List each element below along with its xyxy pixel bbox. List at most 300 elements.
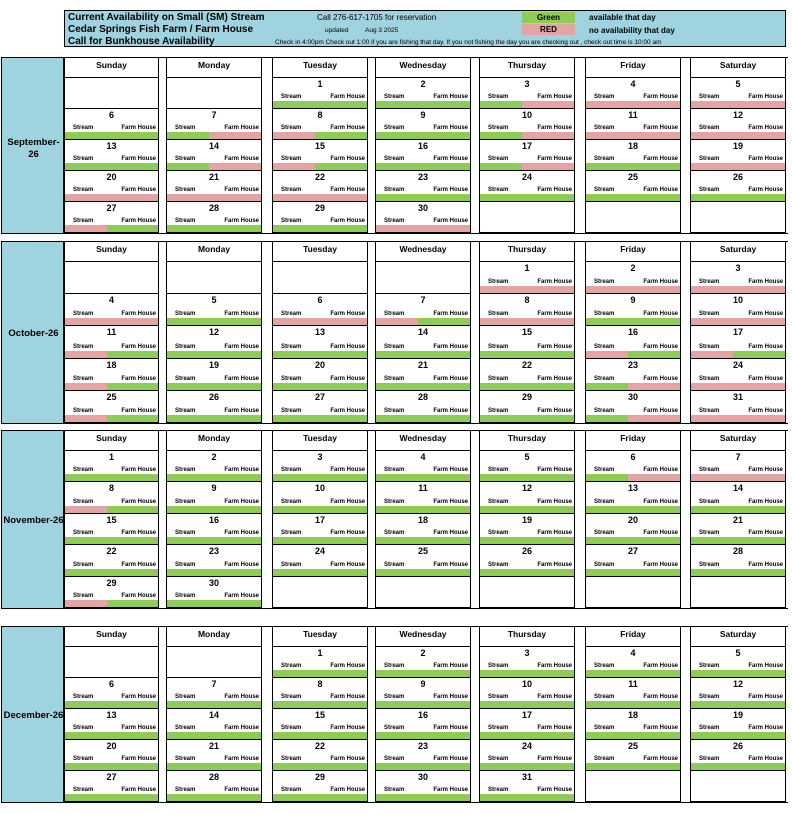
farmhouse-availability-bar — [418, 732, 470, 739]
day-cell[interactable] — [166, 171, 262, 202]
day-cell[interactable] — [690, 391, 786, 423]
day-cell[interactable] — [479, 647, 575, 678]
day-cell[interactable] — [166, 326, 262, 358]
day-number: 3 — [524, 648, 530, 658]
day-cell[interactable] — [479, 359, 575, 391]
day-cell[interactable] — [585, 514, 681, 545]
stream-availability-bar — [480, 506, 522, 513]
day-number: 30 — [417, 203, 428, 213]
day-number: 14 — [208, 710, 219, 720]
day-cell[interactable] — [166, 514, 262, 545]
farmhouse-availability-bar — [209, 701, 261, 708]
day-cell[interactable] — [585, 109, 681, 140]
farmhouse-label: Farm House — [433, 756, 468, 762]
day-cell[interactable] — [585, 451, 681, 482]
farmhouse-label: Farm House — [121, 530, 156, 537]
stream-availability-bar — [65, 474, 107, 481]
farmhouse-availability-bar — [733, 474, 785, 481]
stream-label: Stream — [699, 375, 720, 382]
stream-label: Stream — [699, 663, 720, 669]
stream-label: Stream — [384, 94, 405, 100]
stream-availability-bar — [376, 537, 418, 544]
farmhouse-label: Farm House — [433, 530, 468, 537]
day-cell[interactable] — [479, 740, 575, 771]
farmhouse-label: Farm House — [121, 467, 156, 474]
day-number: 11 — [628, 110, 638, 120]
stream-availability-bar — [480, 569, 522, 576]
day-cell[interactable] — [479, 514, 575, 545]
day-number: 4 — [108, 295, 114, 306]
day-number: 13 — [314, 327, 325, 338]
stream-availability-bar — [273, 474, 315, 481]
stream-label: Stream — [699, 156, 720, 162]
stream-availability-bar — [691, 286, 733, 293]
stream-availability-bar — [167, 132, 209, 139]
day-cell[interactable] — [272, 359, 368, 391]
day-cell[interactable] — [375, 171, 471, 202]
farmhouse-label: Farm House — [224, 407, 259, 414]
stream-label: Stream — [281, 375, 302, 382]
farmhouse-availability-bar — [522, 318, 574, 325]
farmhouse-availability-bar — [628, 194, 680, 201]
farmhouse-label: Farm House — [748, 530, 783, 537]
day-number: 28 — [208, 772, 219, 782]
day-cell[interactable] — [64, 171, 159, 202]
farmhouse-availability-bar — [733, 763, 785, 770]
day-number: 10 — [732, 295, 743, 306]
farmhouse-label: Farm House — [537, 187, 572, 193]
stream-label: Stream — [699, 694, 720, 700]
day-cell[interactable] — [690, 140, 786, 171]
legend-red-description: no availability that day — [589, 26, 675, 35]
farmhouse-availability-bar — [522, 101, 574, 108]
day-cell[interactable] — [690, 482, 786, 513]
stream-label: Stream — [175, 694, 196, 700]
day-cell[interactable] — [585, 678, 681, 709]
day-number: 26 — [732, 741, 743, 751]
month-block — [0, 241, 788, 424]
day-cell[interactable] — [166, 740, 262, 771]
day-cell[interactable] — [375, 771, 471, 802]
day-cell[interactable] — [64, 577, 159, 608]
farmhouse-label: Farm House — [643, 311, 678, 318]
day-cell[interactable] — [479, 482, 575, 513]
farmhouse-availability-bar — [628, 286, 680, 293]
day-cell[interactable] — [375, 740, 471, 771]
day-cell[interactable] — [585, 545, 681, 576]
day-cell[interactable] — [64, 709, 159, 740]
farmhouse-availability-bar — [107, 763, 158, 770]
farmhouse-availability-bar — [522, 701, 574, 708]
farmhouse-label: Farm House — [330, 787, 365, 793]
farmhouse-label: Farm House — [121, 787, 156, 793]
day-cell[interactable] — [64, 140, 159, 171]
weekday-header: Friday — [585, 431, 681, 451]
day-cell[interactable] — [272, 391, 368, 423]
day-cell[interactable] — [375, 359, 471, 391]
day-number: 6 — [108, 679, 114, 689]
day-cell[interactable] — [585, 262, 681, 294]
header-checkin-note: Check in 4:00pm Check out 1:00 if you are fishing that day. If you not fishing the day you are checking out , check out time is 10:00 am — [275, 39, 662, 46]
day-cell[interactable] — [375, 294, 471, 326]
day-cell[interactable] — [64, 326, 159, 358]
day-cell[interactable] — [64, 202, 159, 233]
empty-cell — [690, 202, 786, 233]
day-cell[interactable] — [64, 294, 159, 326]
stream-availability-bar — [167, 794, 209, 801]
stream-availability-bar — [65, 383, 107, 390]
day-cell[interactable] — [585, 391, 681, 423]
stream-label: Stream — [594, 187, 615, 193]
day-cell[interactable] — [166, 482, 262, 513]
day-number: 1 — [108, 452, 114, 462]
farmhouse-availability-bar — [209, 318, 261, 325]
stream-availability-bar — [586, 351, 628, 358]
day-cell[interactable] — [585, 647, 681, 678]
day-cell[interactable] — [64, 482, 159, 513]
day-cell[interactable] — [375, 451, 471, 482]
farmhouse-label: Farm House — [537, 125, 572, 131]
day-number: 1 — [317, 648, 323, 658]
day-number: 19 — [521, 514, 532, 525]
farmhouse-label: Farm House — [330, 498, 365, 505]
farmhouse-label: Farm House — [224, 125, 259, 131]
day-cell[interactable] — [375, 545, 471, 576]
day-number: 26 — [732, 172, 743, 182]
day-number: 11 — [106, 327, 117, 338]
stream-availability-bar — [586, 670, 628, 677]
stream-label: Stream — [488, 279, 509, 286]
day-cell[interactable] — [272, 482, 368, 513]
farmhouse-availability-bar — [315, 732, 367, 739]
stream-label: Stream — [594, 498, 615, 505]
stream-label: Stream — [594, 407, 615, 414]
farmhouse-label: Farm House — [537, 694, 572, 700]
month-side-panel — [1, 241, 64, 424]
farmhouse-label: Farm House — [537, 94, 572, 100]
farmhouse-label: Farm House — [433, 663, 468, 669]
farmhouse-label: Farm House — [643, 725, 678, 731]
day-cell[interactable] — [690, 294, 786, 326]
farmhouse-availability-bar — [315, 701, 367, 708]
weekday-header: Saturday — [690, 431, 786, 451]
day-cell[interactable] — [166, 771, 262, 802]
stream-label: Stream — [384, 187, 405, 193]
day-cell[interactable] — [375, 709, 471, 740]
day-cell[interactable] — [272, 109, 368, 140]
farmhouse-availability-bar — [315, 351, 367, 358]
day-cell[interactable] — [166, 359, 262, 391]
day-cell[interactable] — [272, 140, 368, 171]
day-cell[interactable] — [479, 545, 575, 576]
day-cell[interactable] — [64, 451, 159, 482]
stream-label: Stream — [488, 694, 509, 700]
stream-availability-bar — [691, 732, 733, 739]
stream-label: Stream — [281, 787, 302, 793]
farmhouse-availability-bar — [628, 415, 680, 422]
farmhouse-label: Farm House — [748, 94, 783, 100]
day-cell[interactable] — [375, 647, 471, 678]
farmhouse-availability-bar — [733, 132, 785, 139]
day-cell[interactable] — [375, 109, 471, 140]
stream-availability-bar — [586, 763, 628, 770]
farmhouse-availability-bar — [418, 383, 470, 390]
stream-label: Stream — [488, 498, 509, 505]
day-cell[interactable] — [690, 678, 786, 709]
farmhouse-label: Farm House — [121, 756, 156, 762]
day-number: 16 — [417, 710, 428, 720]
day-cell[interactable] — [272, 647, 368, 678]
stream-label: Stream — [281, 498, 302, 505]
weekday-header: Thursday — [479, 58, 575, 78]
farmhouse-availability-bar — [209, 194, 261, 201]
weekday-header: Sunday — [64, 58, 159, 78]
stream-availability-bar — [167, 701, 209, 708]
day-cell[interactable] — [166, 577, 262, 608]
day-number: 9 — [630, 295, 636, 306]
day-cell[interactable] — [479, 678, 575, 709]
stream-label: Stream — [384, 218, 405, 224]
stream-label: Stream — [73, 311, 94, 318]
day-cell[interactable] — [479, 78, 575, 109]
farmhouse-label: Farm House — [224, 756, 259, 762]
day-cell[interactable] — [64, 359, 159, 391]
day-cell[interactable] — [479, 140, 575, 171]
day-cell[interactable] — [166, 545, 262, 576]
farmhouse-availability-bar — [418, 537, 470, 544]
day-cell[interactable] — [166, 391, 262, 423]
farmhouse-label: Farm House — [433, 218, 468, 224]
farmhouse-availability-bar — [209, 569, 261, 576]
stream-availability-bar — [376, 318, 418, 325]
farmhouse-availability-bar — [107, 351, 158, 358]
weekday-header: Saturday — [690, 627, 786, 647]
farmhouse-availability-bar — [107, 794, 158, 801]
day-cell[interactable] — [272, 740, 368, 771]
day-cell[interactable] — [585, 482, 681, 513]
stream-availability-bar — [691, 132, 733, 139]
day-cell[interactable] — [375, 678, 471, 709]
stream-label: Stream — [281, 407, 302, 414]
stream-label: Stream — [73, 218, 94, 224]
farmhouse-availability-bar — [209, 474, 261, 481]
weekday-header: Tuesday — [272, 627, 368, 647]
day-cell[interactable] — [64, 109, 159, 140]
stream-label: Stream — [384, 311, 405, 318]
stream-label: Stream — [281, 156, 302, 162]
stream-availability-bar — [167, 415, 209, 422]
day-cell[interactable] — [690, 709, 786, 740]
farmhouse-label: Farm House — [537, 311, 572, 318]
day-cell[interactable] — [585, 140, 681, 171]
day-cell[interactable] — [479, 326, 575, 358]
day-cell[interactable] — [272, 78, 368, 109]
day-cell[interactable] — [585, 359, 681, 391]
day-cell[interactable] — [479, 771, 575, 802]
farmhouse-availability-bar — [315, 225, 367, 232]
day-cell[interactable] — [479, 294, 575, 326]
stream-label: Stream — [73, 561, 94, 568]
farmhouse-availability-bar — [628, 383, 680, 390]
stream-availability-bar — [273, 225, 315, 232]
farmhouse-label: Farm House — [748, 311, 783, 318]
day-cell[interactable] — [690, 109, 786, 140]
day-number: 24 — [732, 359, 743, 370]
day-number: 4 — [420, 452, 426, 462]
stream-availability-bar — [376, 194, 418, 201]
day-cell[interactable] — [690, 514, 786, 545]
day-cell[interactable] — [272, 326, 368, 358]
stream-label: Stream — [594, 663, 615, 669]
farmhouse-availability-bar — [107, 225, 158, 232]
day-cell[interactable] — [690, 326, 786, 358]
stream-availability-bar — [376, 701, 418, 708]
stream-label: Stream — [699, 279, 720, 286]
farmhouse-availability-bar — [418, 794, 470, 801]
stream-availability-bar — [376, 225, 418, 232]
day-cell[interactable] — [272, 514, 368, 545]
farmhouse-label: Farm House — [643, 94, 678, 100]
stream-label: Stream — [488, 663, 509, 669]
day-cell[interactable] — [585, 709, 681, 740]
farmhouse-availability-bar — [209, 383, 261, 390]
farmhouse-label: Farm House — [121, 725, 156, 731]
day-cell[interactable] — [166, 678, 262, 709]
day-cell[interactable] — [479, 262, 575, 294]
day-number: 29 — [106, 577, 117, 588]
day-cell[interactable] — [690, 359, 786, 391]
day-cell[interactable] — [479, 451, 575, 482]
farmhouse-availability-bar — [418, 351, 470, 358]
weekday-header: Tuesday — [272, 242, 368, 262]
stream-availability-bar — [586, 701, 628, 708]
day-cell[interactable] — [375, 391, 471, 423]
farmhouse-label: Farm House — [537, 407, 572, 414]
day-cell[interactable] — [272, 771, 368, 802]
weekday-header: Monday — [166, 242, 262, 262]
day-number: 7 — [735, 452, 741, 462]
stream-availability-bar — [376, 763, 418, 770]
stream-availability-bar — [376, 670, 418, 677]
day-cell[interactable] — [272, 294, 368, 326]
stream-availability-bar — [480, 383, 522, 390]
day-cell[interactable] — [166, 109, 262, 140]
day-cell[interactable] — [272, 171, 368, 202]
farmhouse-label: Farm House — [537, 467, 572, 474]
farmhouse-availability-bar — [522, 506, 574, 513]
day-number: 10 — [521, 110, 532, 120]
stream-label: Stream — [699, 311, 720, 318]
day-cell[interactable] — [166, 294, 262, 326]
day-cell[interactable] — [479, 109, 575, 140]
day-cell[interactable] — [272, 202, 368, 233]
stream-availability-bar — [273, 732, 315, 739]
stream-availability-bar — [691, 701, 733, 708]
day-cell[interactable] — [585, 171, 681, 202]
day-cell[interactable] — [690, 262, 786, 294]
day-cell[interactable] — [64, 514, 159, 545]
stream-availability-bar — [273, 415, 315, 422]
day-cell[interactable] — [690, 740, 786, 771]
day-cell[interactable] — [690, 545, 786, 576]
day-cell[interactable] — [375, 326, 471, 358]
stream-availability-bar — [273, 383, 315, 390]
farmhouse-availability-bar — [418, 318, 470, 325]
day-cell[interactable] — [479, 709, 575, 740]
day-cell[interactable] — [272, 709, 368, 740]
day-cell[interactable] — [64, 678, 159, 709]
farmhouse-label: Farm House — [121, 187, 156, 193]
day-cell[interactable] — [690, 171, 786, 202]
day-cell[interactable] — [272, 678, 368, 709]
day-cell[interactable] — [479, 171, 575, 202]
day-cell[interactable] — [64, 740, 159, 771]
day-number: 17 — [521, 710, 532, 720]
stream-availability-bar — [586, 537, 628, 544]
day-cell[interactable] — [166, 709, 262, 740]
month-grid — [64, 57, 788, 234]
farmhouse-label: Farm House — [121, 375, 156, 382]
farmhouse-availability-bar — [733, 670, 785, 677]
farmhouse-label: Farm House — [224, 694, 259, 700]
day-cell[interactable] — [585, 326, 681, 358]
day-cell[interactable] — [272, 545, 368, 576]
day-cell[interactable] — [375, 140, 471, 171]
farmhouse-availability-bar — [209, 351, 261, 358]
day-cell[interactable] — [166, 451, 262, 482]
day-cell[interactable] — [690, 78, 786, 109]
day-cell[interactable] — [375, 202, 471, 233]
weekday-header: Wednesday — [375, 431, 471, 451]
day-cell[interactable] — [375, 514, 471, 545]
day-cell[interactable] — [690, 451, 786, 482]
day-cell[interactable] — [479, 391, 575, 423]
day-number: 21 — [417, 359, 428, 370]
stream-availability-bar — [167, 732, 209, 739]
farmhouse-label: Farm House — [748, 407, 783, 414]
farmhouse-availability-bar — [107, 569, 158, 576]
farmhouse-label: Farm House — [433, 311, 468, 318]
day-cell[interactable] — [64, 771, 159, 802]
day-cell[interactable] — [585, 294, 681, 326]
stream-label: Stream — [699, 94, 720, 100]
day-cell[interactable] — [272, 451, 368, 482]
stream-availability-bar — [691, 383, 733, 390]
stream-label: Stream — [73, 592, 94, 599]
farmhouse-availability-bar — [209, 763, 261, 770]
day-number: 19 — [732, 710, 743, 720]
day-cell[interactable] — [64, 545, 159, 576]
day-cell[interactable] — [585, 740, 681, 771]
day-number: 2 — [420, 648, 426, 658]
day-cell[interactable] — [375, 78, 471, 109]
stream-availability-bar — [480, 415, 522, 422]
day-number: 16 — [208, 514, 219, 525]
day-cell[interactable] — [166, 202, 262, 233]
farmhouse-availability-bar — [522, 794, 574, 801]
stream-availability-bar — [167, 537, 209, 544]
farmhouse-label: Farm House — [643, 407, 678, 414]
day-cell[interactable] — [64, 391, 159, 423]
day-number: 29 — [314, 772, 325, 782]
day-cell[interactable] — [690, 647, 786, 678]
stream-availability-bar — [586, 506, 628, 513]
weekday-header: Thursday — [479, 242, 575, 262]
farmhouse-label: Farm House — [643, 561, 678, 568]
day-cell[interactable] — [375, 482, 471, 513]
day-cell[interactable] — [585, 78, 681, 109]
day-cell[interactable] — [166, 140, 262, 171]
